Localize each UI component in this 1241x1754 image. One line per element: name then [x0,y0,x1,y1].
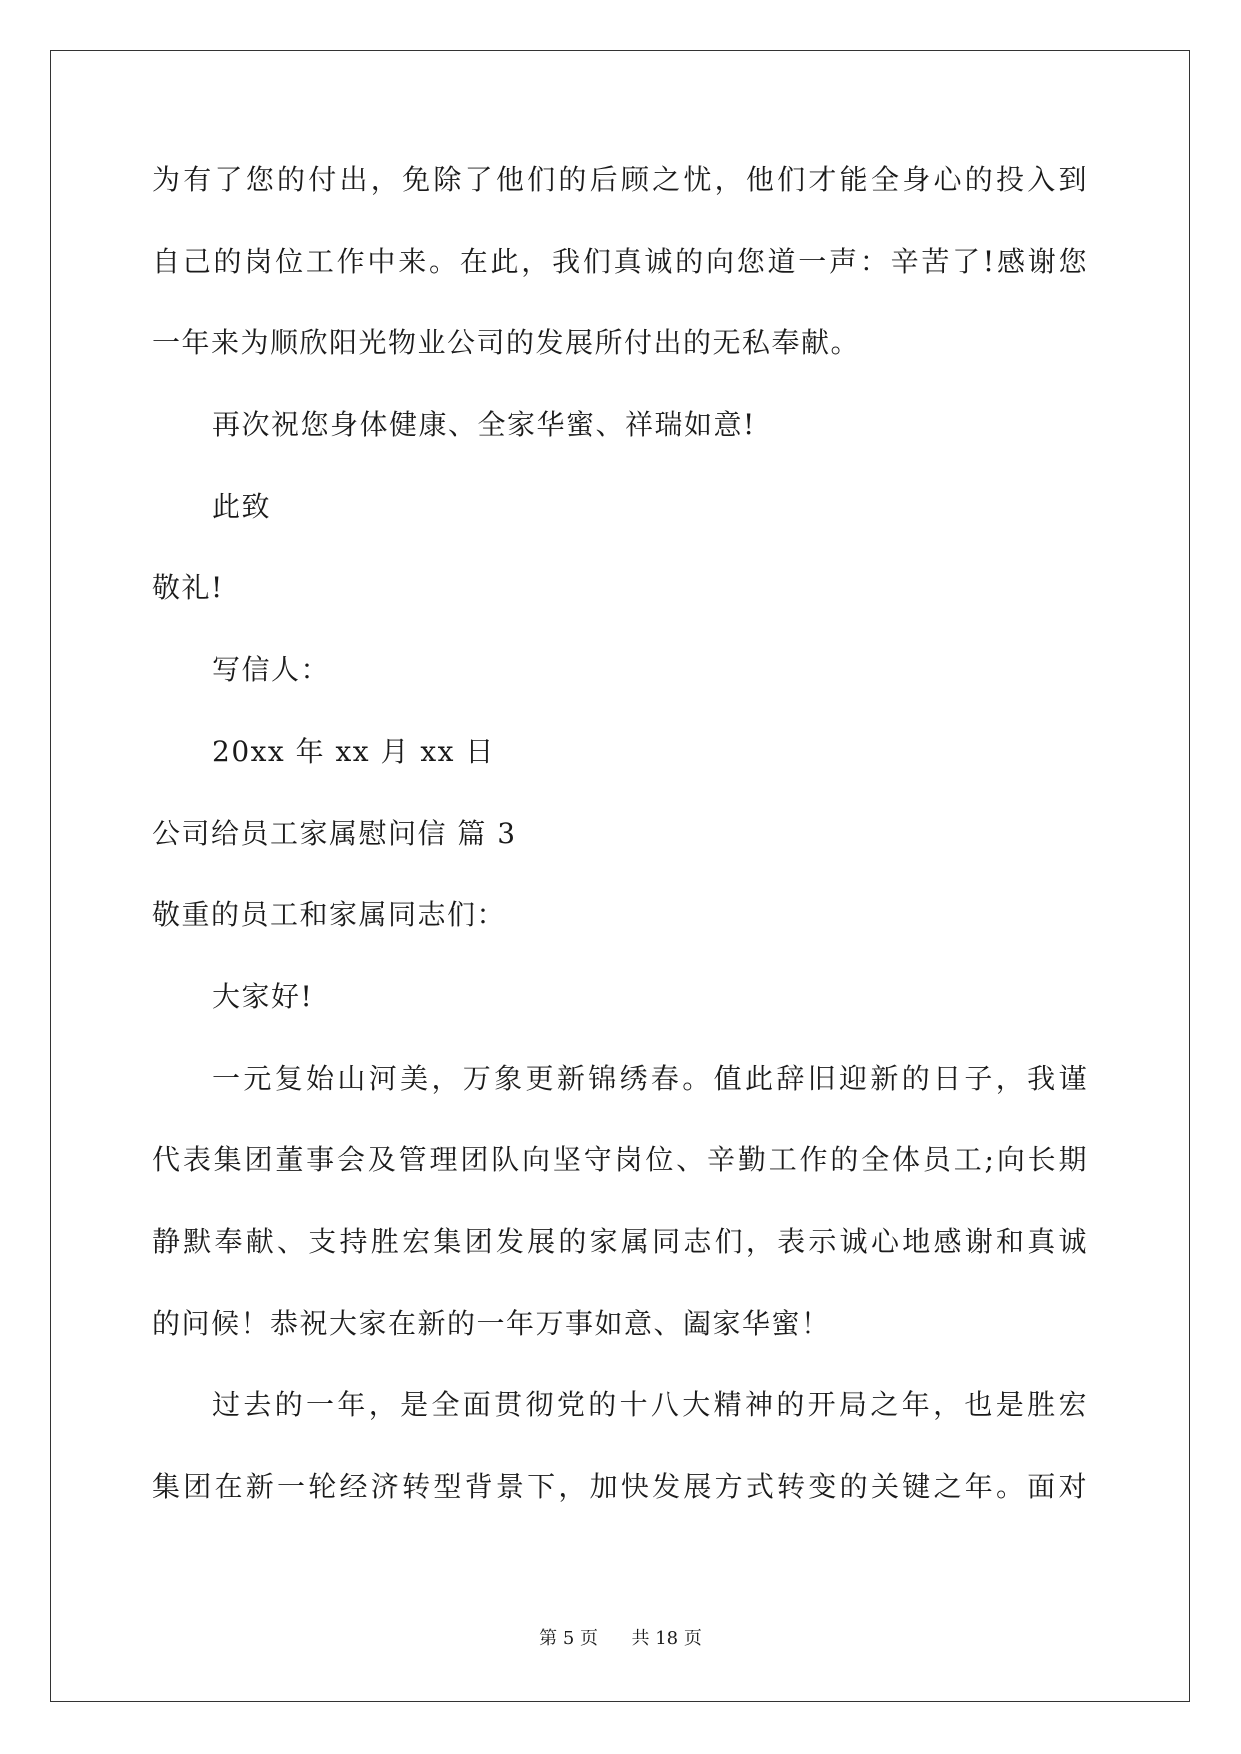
text-line: 一元复始山河美，万象更新锦绣春。值此辞旧迎新的日子，我谨 [212,1061,1088,1095]
text-line: 代表集团董事会及管理团队向坚守岗位、辛勤工作的全体员工;向长期 [152,1143,1088,1177]
text-line: 20xx 年 xx 月 xx 日 [212,734,495,768]
document-body [152,160,1088,1549]
text-line: 此致 [212,489,272,523]
text-line: 写信人： [212,653,331,687]
text-line: 大家好! [212,979,314,1013]
text-line: 静默奉献、支持胜宏集团发展的家属同志们，表示诚心地感谢和真诚 [152,1224,1088,1258]
text-line: 敬重的员工和家属同志们： [152,898,507,932]
text-line: 敬礼! [152,571,224,605]
text-line: 一年来为顺欣阳光物业公司的发展所付出的无私奉献。 [152,326,861,360]
text-line: 为有了您的付出，免除了他们的后顾之忧，他们才能全身心的投入到 [152,163,1088,196]
text-line: 的问候！恭祝大家在新的一年万事如意、阖家华蜜！ [152,1306,831,1340]
text-line: 公司给员工家属慰问信 篇 3 [152,816,517,850]
page-total: 共 18 页 [631,1628,702,1649]
text-line: 自己的岗位工作中来。在此，我们真诚的向您道一声：辛苦了!感谢您 [152,244,1088,278]
page-number: 第 5 页 [539,1628,599,1649]
text-line: 再次祝您身体健康、全家华蜜、祥瑞如意! [212,408,756,442]
text-line: 集团在新一轮经济转型背景下，加快发展方式转变的关键之年。面对 [152,1470,1088,1503]
page-footer [0,1624,1241,1650]
text-line: 过去的一年，是全面贯彻党的十八大精神的开局之年，也是胜宏 [212,1388,1088,1422]
